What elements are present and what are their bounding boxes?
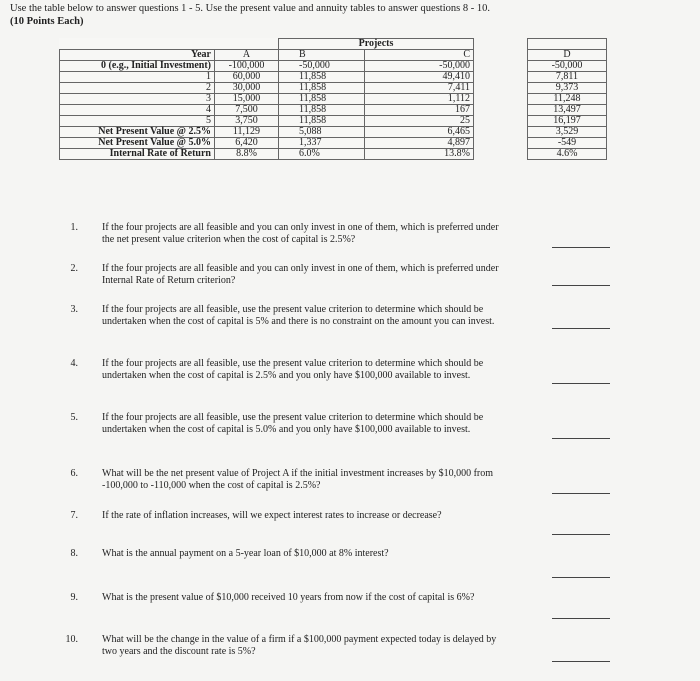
cell-c: 7,411 xyxy=(365,83,474,94)
table-row xyxy=(60,94,474,105)
cell-c: C xyxy=(365,50,474,61)
table-row xyxy=(528,61,607,72)
question-text: If the rate of inflation increases, will we expect interest rates to increase or decrease? xyxy=(102,510,442,521)
row-label: Net Present Value @ 5.0% xyxy=(60,138,215,149)
answer-line[interactable] xyxy=(552,618,610,619)
cell-b: B xyxy=(279,50,365,61)
table-row xyxy=(528,72,607,83)
cell-b: 6.0% xyxy=(279,149,365,160)
cell-d: -549 xyxy=(528,138,607,149)
row-label: Internal Rate of Return xyxy=(60,149,215,160)
cell-d: 9,373 xyxy=(528,83,607,94)
question-number: 6. xyxy=(70,468,78,479)
project-d-table xyxy=(527,38,607,160)
cell-c: 13.8% xyxy=(365,149,474,160)
row-label: Year xyxy=(60,50,215,61)
cell-b: -50,000 xyxy=(279,61,365,72)
row-label: 1 xyxy=(60,72,215,83)
question-number: 2. xyxy=(70,263,78,274)
answer-line[interactable] xyxy=(552,285,610,286)
cell-a: 30,000 xyxy=(215,83,279,94)
cell-c: 6,465 xyxy=(365,127,474,138)
question-number: 3. xyxy=(70,304,78,315)
answer-line[interactable] xyxy=(552,328,610,329)
table-row xyxy=(60,72,474,83)
question-number: 7. xyxy=(70,510,78,521)
row-label: Net Present Value @ 2.5% xyxy=(60,127,215,138)
question-number: 9. xyxy=(70,592,78,603)
cell-c: 1,112 xyxy=(365,94,474,105)
answer-line[interactable] xyxy=(552,247,610,248)
question-number: 1. xyxy=(70,222,78,233)
answer-line[interactable] xyxy=(552,577,610,578)
cell-a: 60,000 xyxy=(215,72,279,83)
row-label: 3 xyxy=(60,94,215,105)
table-row xyxy=(528,116,607,127)
row-label: 0 (e.g., Initial Investment) xyxy=(60,61,215,72)
question-text: What will be the change in the value of a firm if a $100,000 payment expected today is delayed by two years and the discount rate is 5%? xyxy=(102,634,497,657)
cell-d: 3,529 xyxy=(528,127,607,138)
cell-a: 3,750 xyxy=(215,116,279,127)
cell-a: A xyxy=(215,50,279,61)
cell-d: 11,248 xyxy=(528,94,607,105)
instructions xyxy=(10,2,650,28)
table-row xyxy=(528,138,607,149)
table-row xyxy=(60,149,474,160)
cell-a: -100,000 xyxy=(215,61,279,72)
cell-b: 11,858 xyxy=(279,116,365,127)
row-label: 4 xyxy=(60,105,215,116)
cell-a: 15,000 xyxy=(215,94,279,105)
cell-b: 5,088 xyxy=(279,127,365,138)
answer-line[interactable] xyxy=(552,493,610,494)
cell-c: 4,897 xyxy=(365,138,474,149)
question-text: What is the annual payment on a 5-year loan of $10,000 at 8% interest? xyxy=(102,548,389,559)
cell-b: 11,858 xyxy=(279,94,365,105)
table-row xyxy=(60,127,474,138)
cell-d: 13,497 xyxy=(528,105,607,116)
cell-c: 25 xyxy=(365,116,474,127)
cell-a: 8.8% xyxy=(215,149,279,160)
cell-d: D xyxy=(528,50,607,61)
answer-line[interactable] xyxy=(552,661,610,662)
cell-c: 49,410 xyxy=(365,72,474,83)
cell-d: 7,811 xyxy=(528,72,607,83)
question-text: If the four projects are all feasible, use the present value criterion to determine which should be undertaken when the cost of capital is 5% and there is no constraint on the amount you can invest. xyxy=(102,304,495,327)
cell-d: 16,197 xyxy=(528,116,607,127)
table-row xyxy=(60,61,474,72)
answer-line[interactable] xyxy=(552,438,610,439)
cell-d: -50,000 xyxy=(528,61,607,72)
question-text: If the four projects are all feasible and you can only invest in one of them, which is preferred under the net present value criterion when the cost of capital is 2.5%? xyxy=(102,222,499,245)
question-text: If the four projects are all feasible, use the present value criterion to determine which should be undertaken when the cost of capital is 2.5% and you only have $100,000 available to invest. xyxy=(102,358,484,381)
instructions-line1: Use the table below to answer questions 1 - 5. Use the present value and annuity tables to answer questions 8 - 10. xyxy=(10,3,490,14)
table-row xyxy=(528,94,607,105)
question-number: 5. xyxy=(70,412,78,423)
instructions-points: (10 Points Each) xyxy=(10,16,84,27)
table-row xyxy=(60,105,474,116)
question-text: What is the present value of $10,000 received 10 years from now if the cost of capital is 6%? xyxy=(102,592,475,603)
question-number: 10. xyxy=(65,634,78,645)
cell-d: 4.6% xyxy=(528,149,607,160)
projects-table xyxy=(59,38,474,160)
answer-line[interactable] xyxy=(552,383,610,384)
row-label: 2 xyxy=(60,83,215,94)
table-row xyxy=(528,149,607,160)
cell-b: 11,858 xyxy=(279,105,365,116)
table-row xyxy=(528,50,607,61)
table-row xyxy=(60,116,474,127)
question-number: 4. xyxy=(70,358,78,369)
table-row xyxy=(528,105,607,116)
question-text: If the four projects are all feasible and you can only invest in one of them, which is preferred under Internal Rate of Return criterion? xyxy=(102,263,499,286)
cell-c: -50,000 xyxy=(365,61,474,72)
question-text: If the four projects are all feasible, use the present value criterion to determine which should be undertaken when the cost of capital is 5.0% and you only have $100,000 available to invest. xyxy=(102,412,484,435)
cell-a: 11,129 xyxy=(215,127,279,138)
answer-line[interactable] xyxy=(552,534,610,535)
cell-a: 6,420 xyxy=(215,138,279,149)
cell-b: 11,858 xyxy=(279,83,365,94)
cell-a: 7,500 xyxy=(215,105,279,116)
cell-b: 11,858 xyxy=(279,72,365,83)
cell-c: 167 xyxy=(365,105,474,116)
table-row xyxy=(60,50,474,61)
table-row xyxy=(528,127,607,138)
table-row xyxy=(528,83,607,94)
cell-b: 1,337 xyxy=(279,138,365,149)
question-text: What will be the net present value of Project A if the initial investment increases by $10,000 from -100,000 to -110,000 when the cost of capital is 2.5%? xyxy=(102,468,494,491)
row-label: 5 xyxy=(60,116,215,127)
table-row xyxy=(60,138,474,149)
table-row xyxy=(60,83,474,94)
question-number: 8. xyxy=(70,548,78,559)
projects-header: Projects xyxy=(279,39,474,50)
